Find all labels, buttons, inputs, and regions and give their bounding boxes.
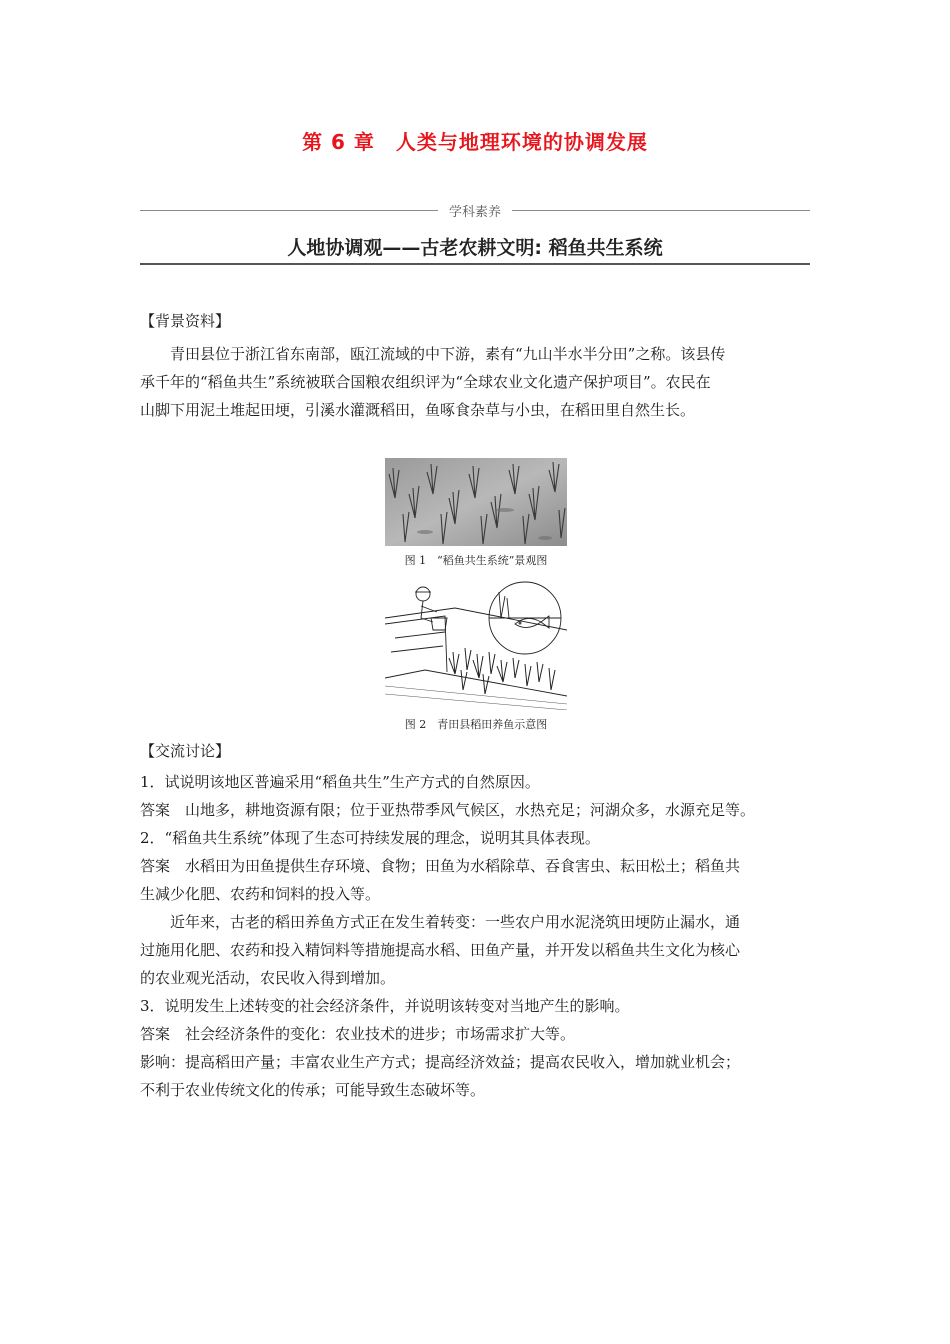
background-line: 青田县位于浙江省东南部，瓯江流域的中下游，素有“九山半水半分田”之称。该县传 — [170, 345, 726, 363]
background-line: 承千年的“稻鱼共生”系统被联合国粮农组织评为“全球农业文化遗产保护项目”。农民在 — [140, 373, 711, 391]
impact-line: 不利于农业传统文化的传承；可能导致生态破坏等。 — [140, 1081, 486, 1099]
discussion-heading: 【交流讨论】 — [140, 742, 231, 760]
rice-paddy-photo — [385, 458, 567, 546]
discussion-content — [140, 768, 812, 1104]
figure2-caption: 图 2 青田县稻田养鱼示意图 — [404, 718, 548, 731]
impact-line: 影响：提高稻田产量；丰富农业生产方式；提高经济效益；提高农民收入，增加就业机会； — [140, 1053, 741, 1071]
question-1: 1．试说明该地区普遍采用“稻鱼共生”生产方式的自然原因。 — [140, 773, 540, 791]
topic-title: 人地协调观——古老农耕文明: 稻鱼共生系统 — [287, 237, 663, 259]
answer-3: 答案 社会经济条件的变化：农业技术的进步；市场需求扩大等。 — [140, 1025, 576, 1043]
context-paragraph-line: 的农业观光活动，农民收入得到增加。 — [140, 969, 396, 987]
answer-2-line: 答案 水稻田为田鱼提供生存环境、食物；田鱼为水稻除草、吞食害虫、耘田松土；稻鱼共 — [140, 857, 741, 875]
figure1-caption: 图 1 “稻鱼共生系统”景观图 — [404, 554, 548, 567]
context-paragraph-line: 过施用化肥、农药和投入精饲料等措施提高水稻、田鱼产量，并开发以稻鱼共生文化为核心 — [140, 941, 741, 959]
background-heading: 【背景资料】 — [140, 312, 231, 330]
answer-2-line: 生减少化肥、农药和饲料的投入等。 — [140, 885, 381, 903]
section-divider-right — [512, 210, 810, 211]
section-divider-left — [140, 210, 438, 211]
background-paragraph — [140, 340, 812, 424]
rice-fish-illustration — [385, 578, 567, 710]
question-2: 2．“稻鱼共生系统”体现了生态可持续发展的理念，说明其具体表现。 — [140, 829, 600, 847]
background-line: 山脚下用泥土堆起田埂，引溪水灌溉稻田，鱼啄食杂草与小虫，在稻田里自然生长。 — [140, 401, 696, 419]
context-paragraph-line: 近年来，古老的稻田养鱼方式正在发生着转变：一些农户用水泥浇筑田埂防止漏水，通 — [170, 913, 741, 931]
topic-underline — [140, 263, 810, 265]
chapter-title: 第 6 章 人类与地理环境的协调发展 — [302, 130, 648, 154]
section-label: 学科素养 — [448, 205, 501, 220]
answer-1: 答案 山地多，耕地资源有限；位于亚热带季风气候区，水热充足；河湖众多，水源充足等。 — [140, 801, 756, 819]
question-3: 3．说明发生上述转变的社会经济条件，并说明该转变对当地产生的影响。 — [140, 997, 630, 1015]
